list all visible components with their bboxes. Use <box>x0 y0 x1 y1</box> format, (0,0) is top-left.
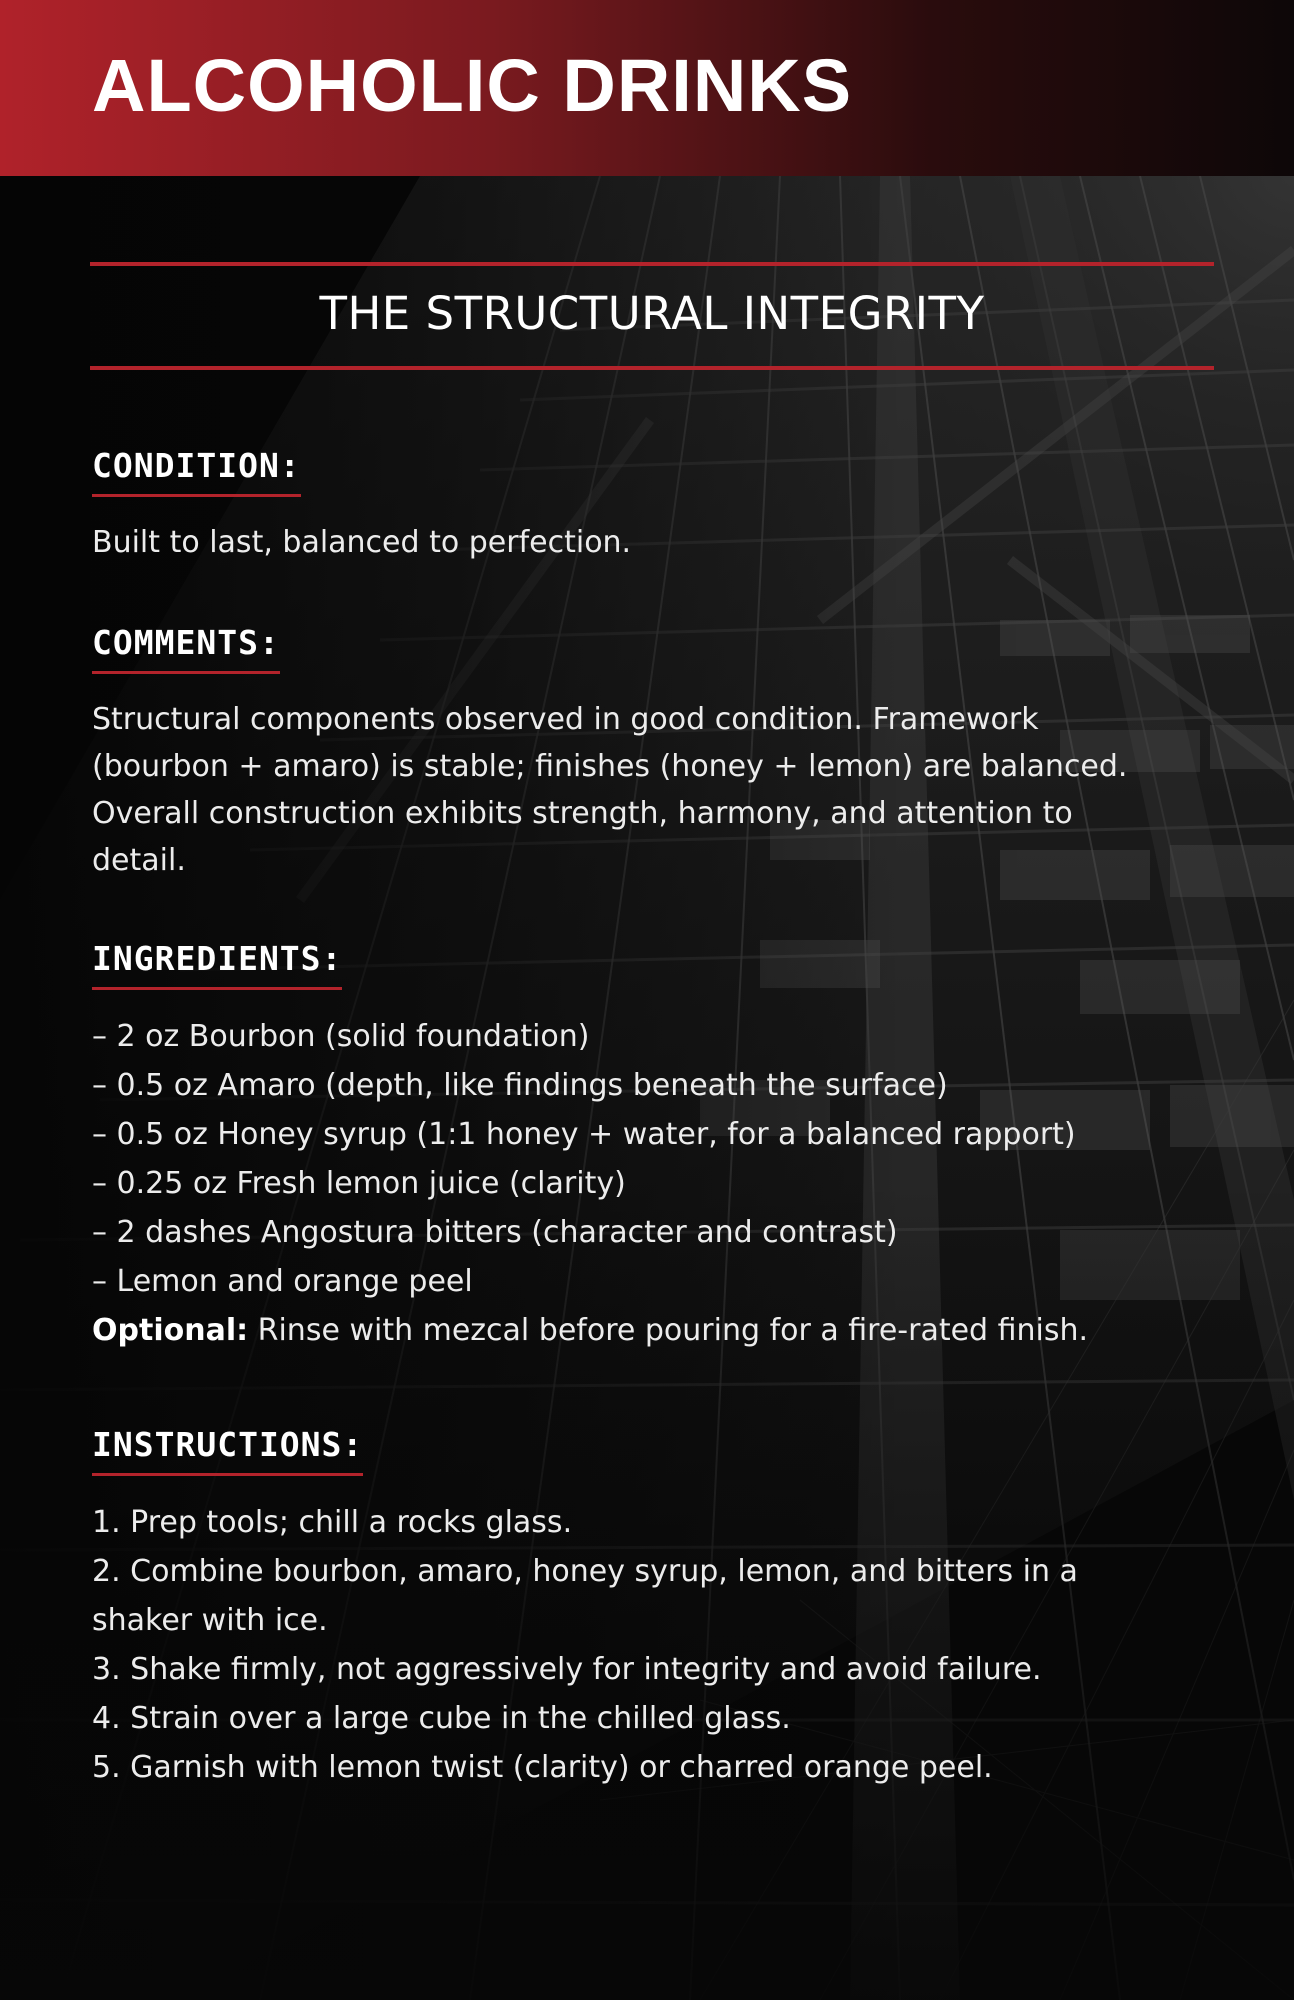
title-rule-bottom <box>90 366 1214 370</box>
comments-line: (bourbon + amaro) is stable; finishes (honey + lemon) are balanced. <box>92 749 1128 784</box>
page-title: ALCOHOLIC DRINKS <box>92 44 853 127</box>
instructions-section <box>92 1423 1212 1792</box>
optional-label: Optional: <box>92 1313 249 1348</box>
instruction-step: 1. Prep tools; chill a rocks glass. <box>92 1505 573 1540</box>
instruction-step: shaker with ice. <box>92 1603 328 1638</box>
condition-text <box>92 519 1212 566</box>
comments-section <box>92 621 1212 884</box>
title-rule-top <box>90 262 1214 266</box>
ingredient-item: – 0.5 oz Amaro (depth, like findings beneath the surface) <box>92 1068 948 1103</box>
instruction-step: 2. Combine bourbon, amaro, honey syrup, lemon, and bitters in a <box>92 1554 1078 1589</box>
ingredient-item: – 2 oz Bourbon (solid foundation) <box>92 1019 590 1054</box>
ingredients-list <box>92 1012 1212 1355</box>
optional-text: Rinse with mezcal before pouring for a fire-rated finish. <box>248 1313 1089 1348</box>
instruction-step: 5. Garnish with lemon twist (clarity) or charred orange peel. <box>92 1750 993 1785</box>
condition-line: Built to last, balanced to perfection. <box>92 525 632 560</box>
instruction-step: 3. Shake firmly, not aggressively for integrity and avoid failure. <box>92 1652 1042 1687</box>
comments-line: Overall construction exhibits strength, harmony, and attention to <box>92 796 1073 831</box>
condition-label: CONDITION: <box>92 444 301 497</box>
ingredient-item: – 0.25 oz Fresh lemon juice (clarity) <box>92 1166 626 1201</box>
ingredient-item: – 2 dashes Angostura bitters (character and contrast) <box>92 1215 898 1250</box>
ingredient-item: – 0.5 oz Honey syrup (1:1 honey + water, for a balanced rapport) <box>92 1117 1076 1152</box>
instruction-step: 4. Strain over a large cube in the chilled glass. <box>92 1701 791 1736</box>
instructions-list <box>92 1498 1212 1792</box>
ingredients-section <box>92 937 1212 1355</box>
ingredient-item: – Lemon and orange peel <box>92 1264 473 1299</box>
ingredient-optional <box>92 1306 1212 1355</box>
recipe-title: THE STRUCTURAL INTEGRITY <box>319 287 985 340</box>
instructions-label: INSTRUCTIONS: <box>92 1423 363 1476</box>
comments-line: detail. <box>92 843 186 878</box>
comments-text <box>92 696 1212 884</box>
comments-line: Structural components observed in good condition. Framework <box>92 702 1039 737</box>
condition-section <box>92 444 1212 566</box>
comments-label: COMMENTS: <box>92 621 280 674</box>
ingredients-label: INGREDIENTS: <box>92 937 342 990</box>
